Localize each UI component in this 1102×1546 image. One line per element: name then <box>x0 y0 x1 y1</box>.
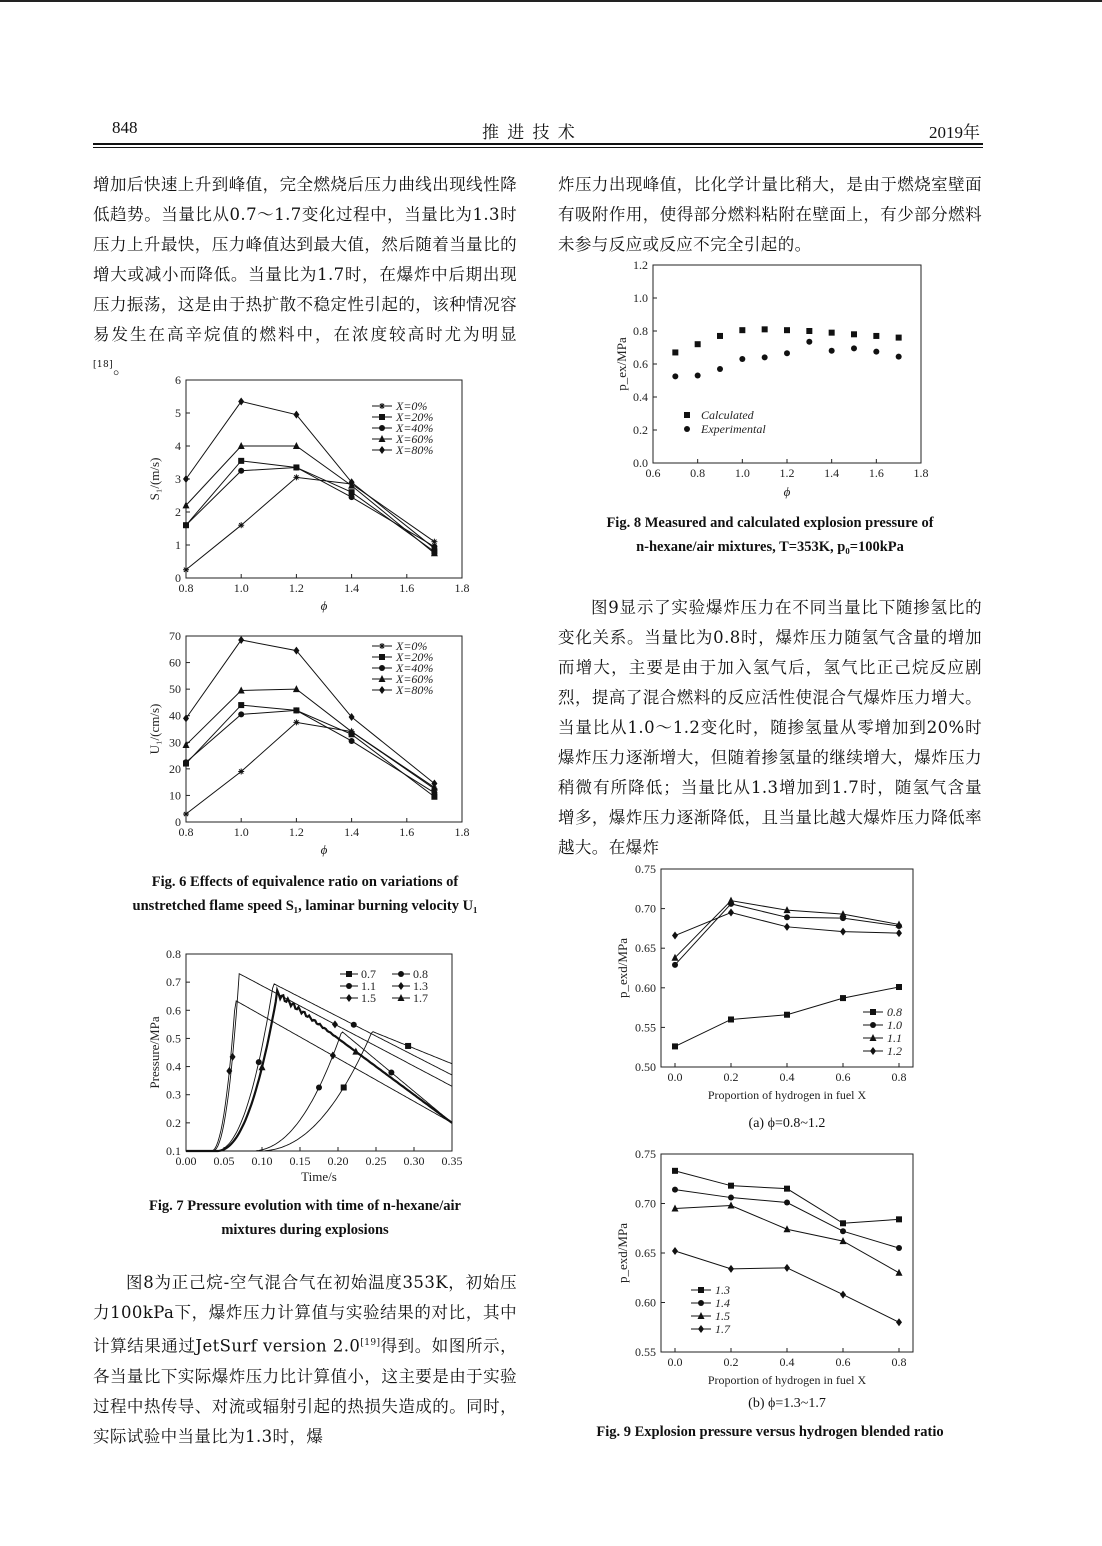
data-point <box>784 1200 790 1206</box>
y-tick-label: 60 <box>169 655 181 670</box>
y-tick-label: 70 <box>169 629 181 643</box>
x-tick-label: 1.8 <box>454 581 470 595</box>
x-tick-label: 1.0 <box>233 581 249 595</box>
x-tick-label: 0.00 <box>175 1154 197 1168</box>
y-tick-label: 0.4 <box>166 1059 181 1074</box>
x-tick-label: 0.2 <box>723 1355 739 1369</box>
page-number: 848 <box>112 118 138 137</box>
data-point <box>728 1183 734 1189</box>
y-tick-label: 4 <box>175 439 181 453</box>
series-line <box>675 1190 899 1248</box>
x-tick-label: 0.6 <box>835 1355 851 1369</box>
x-tick-label: 0.8 <box>178 825 194 839</box>
fig6-caption: Fig. 6 Effects of equivalence ratio on variations of unstretched flame speed S₁, laminar burning velocity U₁ <box>132 874 478 914</box>
x-axis-label: Proportion of hydrogen in fuel X <box>707 1373 867 1387</box>
x-tick-label: 1.2 <box>779 466 795 480</box>
legend-label: X=60% <box>396 432 434 446</box>
data-point <box>784 1186 790 1192</box>
x-tick-label: 0.8 <box>891 1070 907 1084</box>
y-tick-label: 5 <box>175 406 181 420</box>
left-paragraph-2: 图8为正己烷-空气混合气在初始温度353K，初始压力100kPa下，爆炸压力计算值与实验结果的对比，其中计算结果通过JetSurf version 2.0[19]得到。如图所示，各当量比下实际爆炸压力比计算值小，这主要是由于实验过程中热传导、对流或辐射引起的热损失造成的。同时，实际试验中当量比为1.3时，爆 <box>93 1273 517 1446</box>
legend-marker <box>698 1325 704 1333</box>
x-axis-label: Time/s <box>301 1169 337 1184</box>
y-tick-label: 0.2 <box>166 1115 181 1130</box>
y-tick-label: 0.75 <box>635 862 656 876</box>
citation-19: [19] <box>360 1338 381 1348</box>
y-tick-label: 0.6 <box>166 1003 181 1018</box>
y-tick-label: 0.4 <box>633 390 648 404</box>
legend-label: 0.8 <box>887 1005 902 1019</box>
x-tick-label: 1.4 <box>824 466 840 480</box>
y-tick-label: 0.55 <box>635 1345 656 1359</box>
x-tick-label: 1.4 <box>344 825 360 839</box>
legend-label: X=20% <box>396 650 434 664</box>
legend-label: X=80% <box>396 443 434 457</box>
legend-label: 1.3 <box>413 979 428 993</box>
y-axis-label: S₁/(m/s) <box>147 457 162 501</box>
legend-label: 1.3 <box>715 1283 730 1297</box>
y-tick-label: 0.70 <box>635 1196 656 1211</box>
data-point <box>672 1247 678 1255</box>
data-point <box>840 1228 846 1234</box>
legend-label: 0.7 <box>361 967 376 981</box>
data-point <box>728 1265 734 1273</box>
y-tick-label: 0.65 <box>635 1246 656 1260</box>
y-tick-label: 0.6 <box>633 357 648 371</box>
x-tick-label: 1.6 <box>399 825 415 839</box>
legend-label: X=40% <box>396 421 434 435</box>
legend-label: X=80% <box>396 683 434 697</box>
series-line <box>675 1205 899 1272</box>
x-tick-label: 1.0 <box>233 825 249 839</box>
journal-name: 推 进 技 术 <box>482 123 577 142</box>
legend-label: 1.5 <box>361 991 376 1005</box>
y-tick-label: 0.60 <box>635 980 656 995</box>
x-tick-label: 0.15 <box>289 1154 311 1168</box>
y-tick-label: 30 <box>169 735 181 750</box>
citation-18: [18] <box>93 360 114 370</box>
x-tick-label: 0.2 <box>723 1070 739 1084</box>
legend-label: Calculated <box>701 408 754 422</box>
y-tick-label: 0.5 <box>166 1031 181 1046</box>
y-axis-label: Pressure/MPa <box>147 1016 162 1089</box>
y-tick-label: 0.2 <box>633 423 648 437</box>
right-paragraph-2: 图9显示了实验爆炸压力在不同当量比下随掺氢比的变化关系。当量比为0.8时，爆炸压力随氢气含量的增加而增大，主要是由于加入氢气后，氢气比正己烷反应剧烈，提高了混合燃料的反应活性使混合气爆炸压力增大。当量比从1.0～1.2变化时，随掺氢量从零增加到20%时爆炸压力逐渐增大，但随着掺氢量的继续增大，爆炸压力稍微有所降低；当量比从1.3增加到1.7时，随氢气含量增多，爆炸压力逐渐降低，且当量比越大爆炸压力降低率越大。在爆炸 <box>558 598 982 857</box>
y-tick-label: 0.60 <box>635 1295 656 1310</box>
data-point <box>728 1195 734 1201</box>
y-tick-label: 3 <box>175 472 181 486</box>
x-tick-label: 1.8 <box>913 466 929 480</box>
legend-marker <box>698 1287 704 1293</box>
y-tick-label: 1.0 <box>633 291 648 305</box>
y-tick-label: 1.2 <box>633 258 648 272</box>
x-tick-label: 1.8 <box>454 825 470 839</box>
y-tick-label: 2 <box>175 505 181 519</box>
x-axis-label: ϕ <box>320 598 328 613</box>
legend-label: 1.7 <box>715 1322 730 1336</box>
x-tick-label: 0.6 <box>645 466 661 480</box>
y-tick-label: 0.7 <box>166 975 181 990</box>
left-paragraph-1: 增加后快速上升到峰值，完全燃烧后压力曲线出现线性降低趋势。当量比从0.7～1.7变化过程中，当量比为1.3时压力上升最快，压力峰值达到最大值，然后随着当量比的增大或减小而降低。当量比为1.7时，在爆炸中后期出现压力振荡，这是由于热扩散不稳定性引起的，该种情况容易发生在高辛烷值的燃料中，在浓度较高时尤为明显[18]。 <box>93 175 517 378</box>
y-tick-label: 50 <box>169 682 181 697</box>
x-tick-label: 0.25 <box>365 1154 387 1168</box>
legend-label: 1.1 <box>887 1031 902 1045</box>
data-point <box>896 1245 902 1251</box>
x-tick-label: 0.20 <box>327 1154 349 1168</box>
data-point <box>896 1216 902 1222</box>
x-axis-label: ϕ <box>320 842 328 857</box>
fig8-caption: Fig. 8 Measured and calculated explosion pressure of n-hexane/air mixtures, T=353K, p₀=100kPa <box>606 515 934 555</box>
legend-label: 1.5 <box>715 1309 730 1323</box>
x-tick-label: 0.8 <box>690 466 706 480</box>
data-point <box>672 1168 678 1174</box>
legend-label: X=20% <box>396 410 434 424</box>
x-tick-label: 0.4 <box>779 1355 795 1369</box>
fig9a-subcaption: (a) ϕ=0.8~1.2 <box>748 1116 826 1131</box>
y-tick-label: 0.70 <box>635 901 656 916</box>
x-axis-label: ϕ <box>783 484 791 499</box>
legend-label: 1.7 <box>413 991 428 1005</box>
legend-label: 1.4 <box>715 1296 730 1310</box>
data-point <box>728 1201 735 1208</box>
y-tick-label: 20 <box>169 761 181 776</box>
y-tick-label: 0.65 <box>635 941 656 956</box>
x-tick-label: 1.6 <box>868 466 884 480</box>
x-tick-label: 0.4 <box>779 1070 795 1084</box>
y-tick-label: 0.3 <box>166 1087 181 1102</box>
legend-label: Experimental <box>701 422 766 436</box>
y-tick-label: 6 <box>175 373 181 387</box>
data-point <box>784 1264 790 1272</box>
legend-marker <box>698 1300 704 1306</box>
series-line <box>675 1251 899 1322</box>
y-tick-label: 40 <box>169 708 181 723</box>
y-tick-label: 0.75 <box>635 1147 656 1161</box>
y-axis-label: p_exd/MPa <box>615 1223 630 1283</box>
y-axis-label: p_exd/MPa <box>615 938 630 998</box>
data-point <box>896 1318 902 1326</box>
fig9-caption: Fig. 9 Explosion pressure versus hydrogen blended ratio <box>596 1424 944 1440</box>
right-paragraph-1: 炸压力出现峰值，比化学计量比稍大，是由于燃烧室壁面有吸附作用，使得部分燃料粘附在壁面上，有少部分燃料未参与反应或反应不完全引起的。 <box>558 175 982 254</box>
legend-label: 1.2 <box>887 1044 902 1058</box>
x-tick-label: 0.8 <box>891 1355 907 1369</box>
legend-label: 1.1 <box>361 979 376 993</box>
plot-frame <box>661 1154 913 1352</box>
y-tick-label: 0.8 <box>633 324 648 338</box>
data-point <box>896 1269 903 1276</box>
x-tick-label: 1.4 <box>344 581 360 595</box>
x-tick-label: 0.30 <box>403 1154 425 1168</box>
y-tick-label: 0.50 <box>635 1060 656 1074</box>
fig7-caption: Fig. 7 Pressure evolution with time of n-hexane/air mixtures during explosions <box>149 1198 461 1238</box>
y-tick-label: 0.0 <box>633 456 648 470</box>
y-tick-label: 1 <box>175 538 181 552</box>
y-tick-label: 10 <box>169 788 181 803</box>
legend-label: X=40% <box>396 661 434 675</box>
x-tick-label: 0.10 <box>251 1154 273 1168</box>
legend-label: X=60% <box>396 672 434 686</box>
data-point <box>840 1291 846 1299</box>
x-tick-label: 1.2 <box>288 581 304 595</box>
legend-label: 0.8 <box>413 967 428 981</box>
y-tick-label: 0.55 <box>635 1020 656 1035</box>
legend-label: X=0% <box>396 399 428 413</box>
y-axis-label: p_ex/MPa <box>614 337 629 391</box>
x-tick-label: 0.6 <box>835 1070 851 1084</box>
x-tick-label: 1.2 <box>288 825 304 839</box>
y-tick-label: 0 <box>175 571 181 585</box>
x-tick-label: 0.0 <box>667 1355 683 1369</box>
data-point <box>840 1220 846 1226</box>
y-axis-label: U₁/(cm/s) <box>147 703 162 755</box>
series-line <box>675 1171 899 1223</box>
x-tick-label: 1.6 <box>399 581 415 595</box>
x-tick-label: 0.05 <box>213 1154 235 1168</box>
legend-label: X=0% <box>396 639 428 653</box>
x-tick-label: 1.0 <box>734 466 750 480</box>
fig9b-subcaption: (b) ϕ=1.3~1.7 <box>748 1396 826 1411</box>
data-point <box>672 1187 678 1193</box>
x-tick-label: 0.8 <box>178 581 194 595</box>
year: 2019年 <box>929 123 980 142</box>
x-axis-label: Proportion of hydrogen in fuel X <box>707 1088 867 1102</box>
y-tick-label: 0.8 <box>166 947 181 961</box>
x-tick-label: 0.35 <box>441 1154 463 1168</box>
y-tick-label: 0 <box>175 815 181 829</box>
legend-label: 1.0 <box>887 1018 902 1032</box>
y-tick-label: 0.1 <box>166 1144 181 1158</box>
x-tick-label: 0.0 <box>667 1070 683 1084</box>
